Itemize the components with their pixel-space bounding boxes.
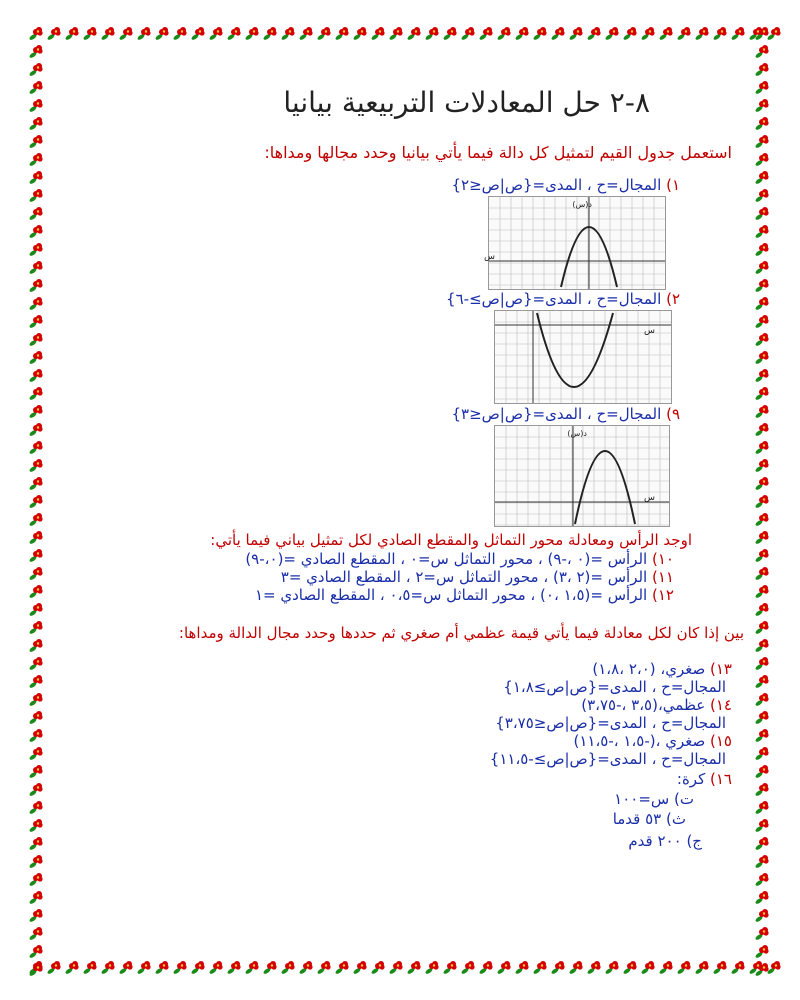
flower-ornament-icon [28,438,46,456]
flower-ornament-icon [28,294,46,312]
flower-ornament-icon [754,276,772,294]
extreme-item-13 [592,660,732,678]
graph-item-2 [446,290,680,308]
flower-ornament-icon [754,492,772,510]
flower-ornament-icon [28,402,46,420]
instruction-graphs: استعمل جدول القيم لتمثيل كل دالة فيما يأتي بيانيا وحدد مجالها ومداها: [264,143,732,162]
flower-ornament-icon [754,186,772,204]
flower-ornament-icon [754,564,772,582]
flower-ornament-icon [754,348,772,366]
flower-ornament-icon [754,546,772,564]
flower-ornament-icon [28,744,46,762]
item-answer: المجال=ح ، المدى={ص|ص≥-٦} [446,290,662,308]
flower-ornament-icon [754,960,772,978]
flower-ornament-icon [754,618,772,636]
item-answer: صغري، (٢،٠ ،١،٨) [592,660,706,678]
item-answer: المجال=ح ، المدى={ص|ص≤٢} [451,176,662,194]
x-axis-label: س [644,493,655,503]
extreme-item-15 [573,732,732,750]
flower-ornament-icon [754,438,772,456]
part-letter: ت) [674,790,694,808]
flower-ornament-icon [28,546,46,564]
flower-ornament-icon [28,96,46,114]
flower-ornament-icon [754,456,772,474]
vertex-item-10 [245,550,674,568]
flower-ornament-icon [28,312,46,330]
flower-ornament-icon [28,132,46,150]
flower-ornament-icon [754,600,772,618]
flower-ornament-icon [754,60,772,78]
part-answer: ٢٠٠ قدم [628,832,682,850]
flower-ornament-icon [28,924,46,942]
flower-ornament-icon [28,60,46,78]
flower-ornament-icon [28,204,46,222]
flower-ornament-icon [754,258,772,276]
item-number: ١٦) [710,770,732,788]
flower-ornament-icon [754,906,772,924]
flower-ornament-icon [754,204,772,222]
border-left [28,24,46,976]
item-number: ١٣) [710,660,732,678]
border-right [754,24,772,976]
flower-ornament-icon [754,222,772,240]
flower-ornament-icon [754,726,772,744]
flower-ornament-icon [754,780,772,798]
item-answer: الرأس =(٠ ،-٩) ، محور التماثل س=٠ ، المقطع الصادي =(٠،-٩) [245,550,648,568]
flower-ornament-icon [28,456,46,474]
flower-ornament-icon [754,24,772,42]
flower-ornament-icon [28,618,46,636]
instruction-vertex: اوجد الرأس ومعادلة محور التماثل والمقطع الصادي لكل تمثيل بياني فيما يأتي: [210,531,692,549]
flower-ornament-icon [754,420,772,438]
flower-ornament-icon [754,636,772,654]
flower-ornament-icon [754,672,772,690]
flower-ornament-icon [28,708,46,726]
flower-ornament-icon [28,42,46,60]
flower-ornament-icon [28,960,46,978]
ball-part-j [628,832,702,850]
parabola-curve [537,313,613,387]
flower-ornament-icon [754,816,772,834]
curve-label: د(س) [567,429,587,438]
item-number: ١٢) [652,586,674,604]
graph-item-1 [451,176,680,194]
vertex-item-11 [281,568,674,586]
flower-ornament-icon [28,276,46,294]
flower-ornament-icon [28,492,46,510]
flower-ornament-icon [28,834,46,852]
vertex-item-12 [255,586,674,604]
flower-ornament-icon [28,762,46,780]
flower-ornament-icon [754,870,772,888]
grid-lines [489,197,665,289]
flower-ornament-icon [28,780,46,798]
flower-ornament-icon [28,852,46,870]
item-number: ٢) [666,290,680,308]
flower-ornament-icon [754,42,772,60]
flower-ornament-icon [754,132,772,150]
flower-ornament-icon [754,690,772,708]
extreme-item-13-range: المجال=ح ، المدى={ص|ص≥١،٨} [503,678,726,696]
item-answer: عظمي،(٣،٥ ،-٣،٧٥) [581,696,706,714]
flower-ornament-icon [754,78,772,96]
part-letter: ث) [666,810,686,828]
flower-ornament-icon [28,600,46,618]
flower-ornament-icon [28,510,46,528]
flower-ornament-icon [28,366,46,384]
flower-ornament-icon [754,366,772,384]
flower-ornament-icon [28,240,46,258]
grid-lines [495,426,669,526]
graph-item-9 [451,405,680,423]
ball-part-th [613,810,686,828]
item-number: ١٤) [710,696,732,714]
item-answer: الرأس =(١،٥ ،٠) ، محور التماثل س=٠،٥ ، المقطع الصادي =١ [254,586,648,604]
item-answer: صغري ،(-١،٥ ،-١١،٥) [573,732,706,750]
flower-ornament-icon [28,168,46,186]
flower-ornament-icon [754,96,772,114]
flower-ornament-icon [754,330,772,348]
parabola-graph-1 [484,196,666,290]
flower-ornament-icon [754,762,772,780]
flower-ornament-icon [754,240,772,258]
flower-ornament-icon [28,114,46,132]
ball-item-16 [677,770,732,788]
flower-ornament-icon [28,528,46,546]
extreme-item-14-range: المجال=ح ، المدى={ص|ص≤٣،٧٥} [495,714,726,732]
flower-ornament-icon [754,510,772,528]
item-number: ١٠) [652,550,674,568]
parabola-graph-9 [494,425,670,527]
flower-ornament-icon [754,114,772,132]
flower-ornament-icon [754,834,772,852]
flower-ornament-icon [754,150,772,168]
flower-ornament-icon [28,564,46,582]
flower-ornament-icon [754,294,772,312]
flower-ornament-icon [754,942,772,960]
flower-ornament-icon [754,798,772,816]
flower-ornament-icon [754,528,772,546]
flower-ornament-icon [28,636,46,654]
flower-ornament-icon [754,852,772,870]
flower-ornament-icon [754,384,772,402]
flower-ornament-icon [28,330,46,348]
worksheet [60,0,750,1000]
ball-part-t [614,790,694,808]
flower-ornament-icon [28,78,46,96]
flower-ornament-icon [754,924,772,942]
flower-ornament-icon [28,906,46,924]
page-title: ٨-٢ حل المعادلات التربيعية بيانيا [283,86,650,119]
flower-ornament-icon [754,168,772,186]
item-number: ٩) [666,405,680,423]
curve-label: د(س) [572,200,592,209]
flower-ornament-icon [28,258,46,276]
x-axis-label: س [484,252,495,262]
flower-ornament-icon [28,798,46,816]
flower-ornament-icon [28,816,46,834]
flower-ornament-icon [28,582,46,600]
x-axis-label: س [644,326,655,336]
item-number: ١١) [652,568,674,586]
flower-ornament-icon [754,744,772,762]
flower-ornament-icon [754,888,772,906]
flower-ornament-icon [28,672,46,690]
flower-ornament-icon [754,474,772,492]
flower-ornament-icon [754,582,772,600]
parabola-graph-2 [494,310,672,404]
item-number: ١) [666,176,680,194]
flower-ornament-icon [28,726,46,744]
item-answer: الرأس =(٢ ،٣) ، محور التماثل س=٢ ، المقطع الصادي =٣ [280,568,648,586]
extreme-item-14 [581,696,732,714]
item-number: ١٥) [710,732,732,750]
flower-ornament-icon [754,654,772,672]
part-answer: س=١٠٠ [614,790,670,808]
flower-ornament-icon [28,222,46,240]
flower-ornament-icon [28,942,46,960]
flower-ornament-icon [28,690,46,708]
flower-ornament-icon [28,384,46,402]
item-answer: كرة: [676,770,706,788]
flower-ornament-icon [28,474,46,492]
part-answer: ٥٣ قدما [612,810,662,828]
flower-ornament-icon [28,654,46,672]
flower-ornament-icon [28,24,46,42]
flower-ornament-icon [28,150,46,168]
flower-ornament-icon [28,888,46,906]
part-letter: ج) [686,832,702,850]
flower-ornament-icon [28,348,46,366]
flower-ornament-icon [754,402,772,420]
flower-ornament-icon [28,420,46,438]
extreme-item-15-range: المجال=ح ، المدى={ص|ص≥-١١،٥} [489,750,726,768]
item-answer: المجال=ح ، المدى={ص|ص≤٣} [451,405,662,423]
flower-ornament-icon [754,312,772,330]
flower-ornament-icon [28,186,46,204]
instruction-extreme: بين إذا كان لكل معادلة فيما يأتي قيمة عظمي أم صغري ثم حددها وحدد مجال الدالة ومداها: [178,624,744,642]
flower-ornament-icon [754,708,772,726]
flower-ornament-icon [28,870,46,888]
